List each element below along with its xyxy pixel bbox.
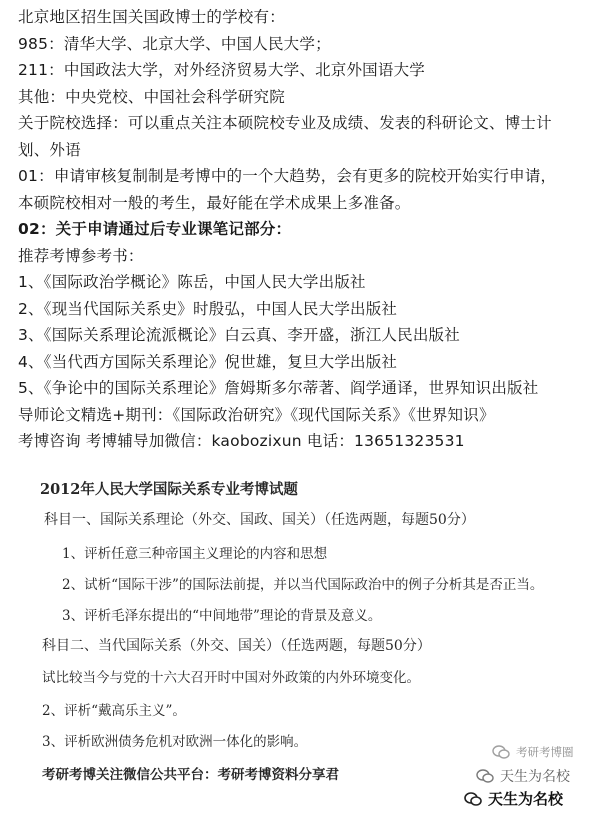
text-line: 划、外语 [18, 140, 81, 159]
wechat-icon [464, 791, 482, 807]
text-line: 985：清华大学、北京大学、中国人民大学； [18, 34, 331, 53]
watermark-line [492, 744, 574, 760]
exam-subject-1: 科目一、国际关系理论（外交、国政、国关）（任选两题，每题50分） [44, 512, 475, 528]
book-item: 4、《当代西方国际关系理论》倪世雄，复旦大学出版社 [18, 352, 398, 371]
exam-question: 3、评析毛泽东提出的“中间地带”理论的背景及意义。 [62, 608, 382, 624]
exam-title: 2012年人民大学国际关系专业考博试题 [40, 481, 298, 498]
exam-question: 试比较当今与党的十六大召开时中国对外政策的内外环境变化。 [42, 670, 420, 686]
exam-footer: 考研考博关注微信公共平台：考研考博资料分享君 [42, 767, 339, 783]
watermark [462, 744, 602, 814]
text-line: 本硕院校相对一般的考生，最好能在学术成果上多准备。 [18, 193, 411, 212]
wechat-icon [476, 768, 494, 784]
watermark-line [476, 766, 570, 786]
book-item: 1、《国际政治学概论》陈岳，中国人民大学出版社 [18, 273, 366, 291]
book-item: 5、《争论中的国际关系理论》詹姆斯多尔蒂著、阎学通译，世界知识出版社 [18, 379, 539, 397]
exam-question: 1、评析任意三种帝国主义理论的内容和思想 [62, 546, 328, 562]
exam-question: 2、评析“戴高乐主义”。 [42, 703, 186, 719]
exam-question: 2、试析“国际干涉”的国际法前提，并以当代国际政治中的例子分析其是否正当。 [62, 577, 544, 593]
watermark-text: 天生为名校 [488, 790, 564, 808]
book-item: 2、《现当代国际关系史》时殷弘，中国人民大学出版社 [18, 299, 398, 318]
contact-line: 考博咨询 考博辅导加微信：kaobozixun 电话：13651323531 [18, 432, 465, 450]
text-line: 211：中国政法大学，对外经济贸易大学、北京外国语大学 [18, 61, 425, 79]
text-line: 其他：中央党校、中国社会科学研究院 [18, 87, 285, 106]
article-body [18, 4, 608, 455]
section-heading: 02：关于申请通过后专业课笔记部分： [18, 220, 292, 238]
watermark-text: 天生为名校 [500, 769, 570, 785]
wechat-icon [492, 744, 510, 760]
exam-subject-2: 科目二、当代国际关系（外交、国关）（任选两题，每题50分） [42, 638, 431, 654]
text-line: 推荐考博参考书： [18, 246, 144, 265]
book-item: 3、《国际关系理论流派概论》白云真、李开盛，浙江人民出版社 [18, 326, 460, 344]
text-line: 北京地区招生国关国政博士的学校有： [18, 8, 285, 26]
watermark-line [464, 788, 563, 809]
journals-line: 导师论文精选+期刊：《国际政治研究》《现代国际关系》《世界知识》 [18, 405, 495, 424]
text-line: 01：申请审核复制制是考博中的一个大趋势，会有更多的院校开始实行申请， [18, 167, 557, 185]
exam-question: 3、评析欧洲债务危机对欧洲一体化的影响。 [42, 734, 308, 750]
text-line: 关于院校选择：可以重点关注本硕院校专业及成绩、发表的科研论文、博士计 [18, 114, 552, 132]
watermark-text: 考研考博圈 [516, 745, 574, 759]
